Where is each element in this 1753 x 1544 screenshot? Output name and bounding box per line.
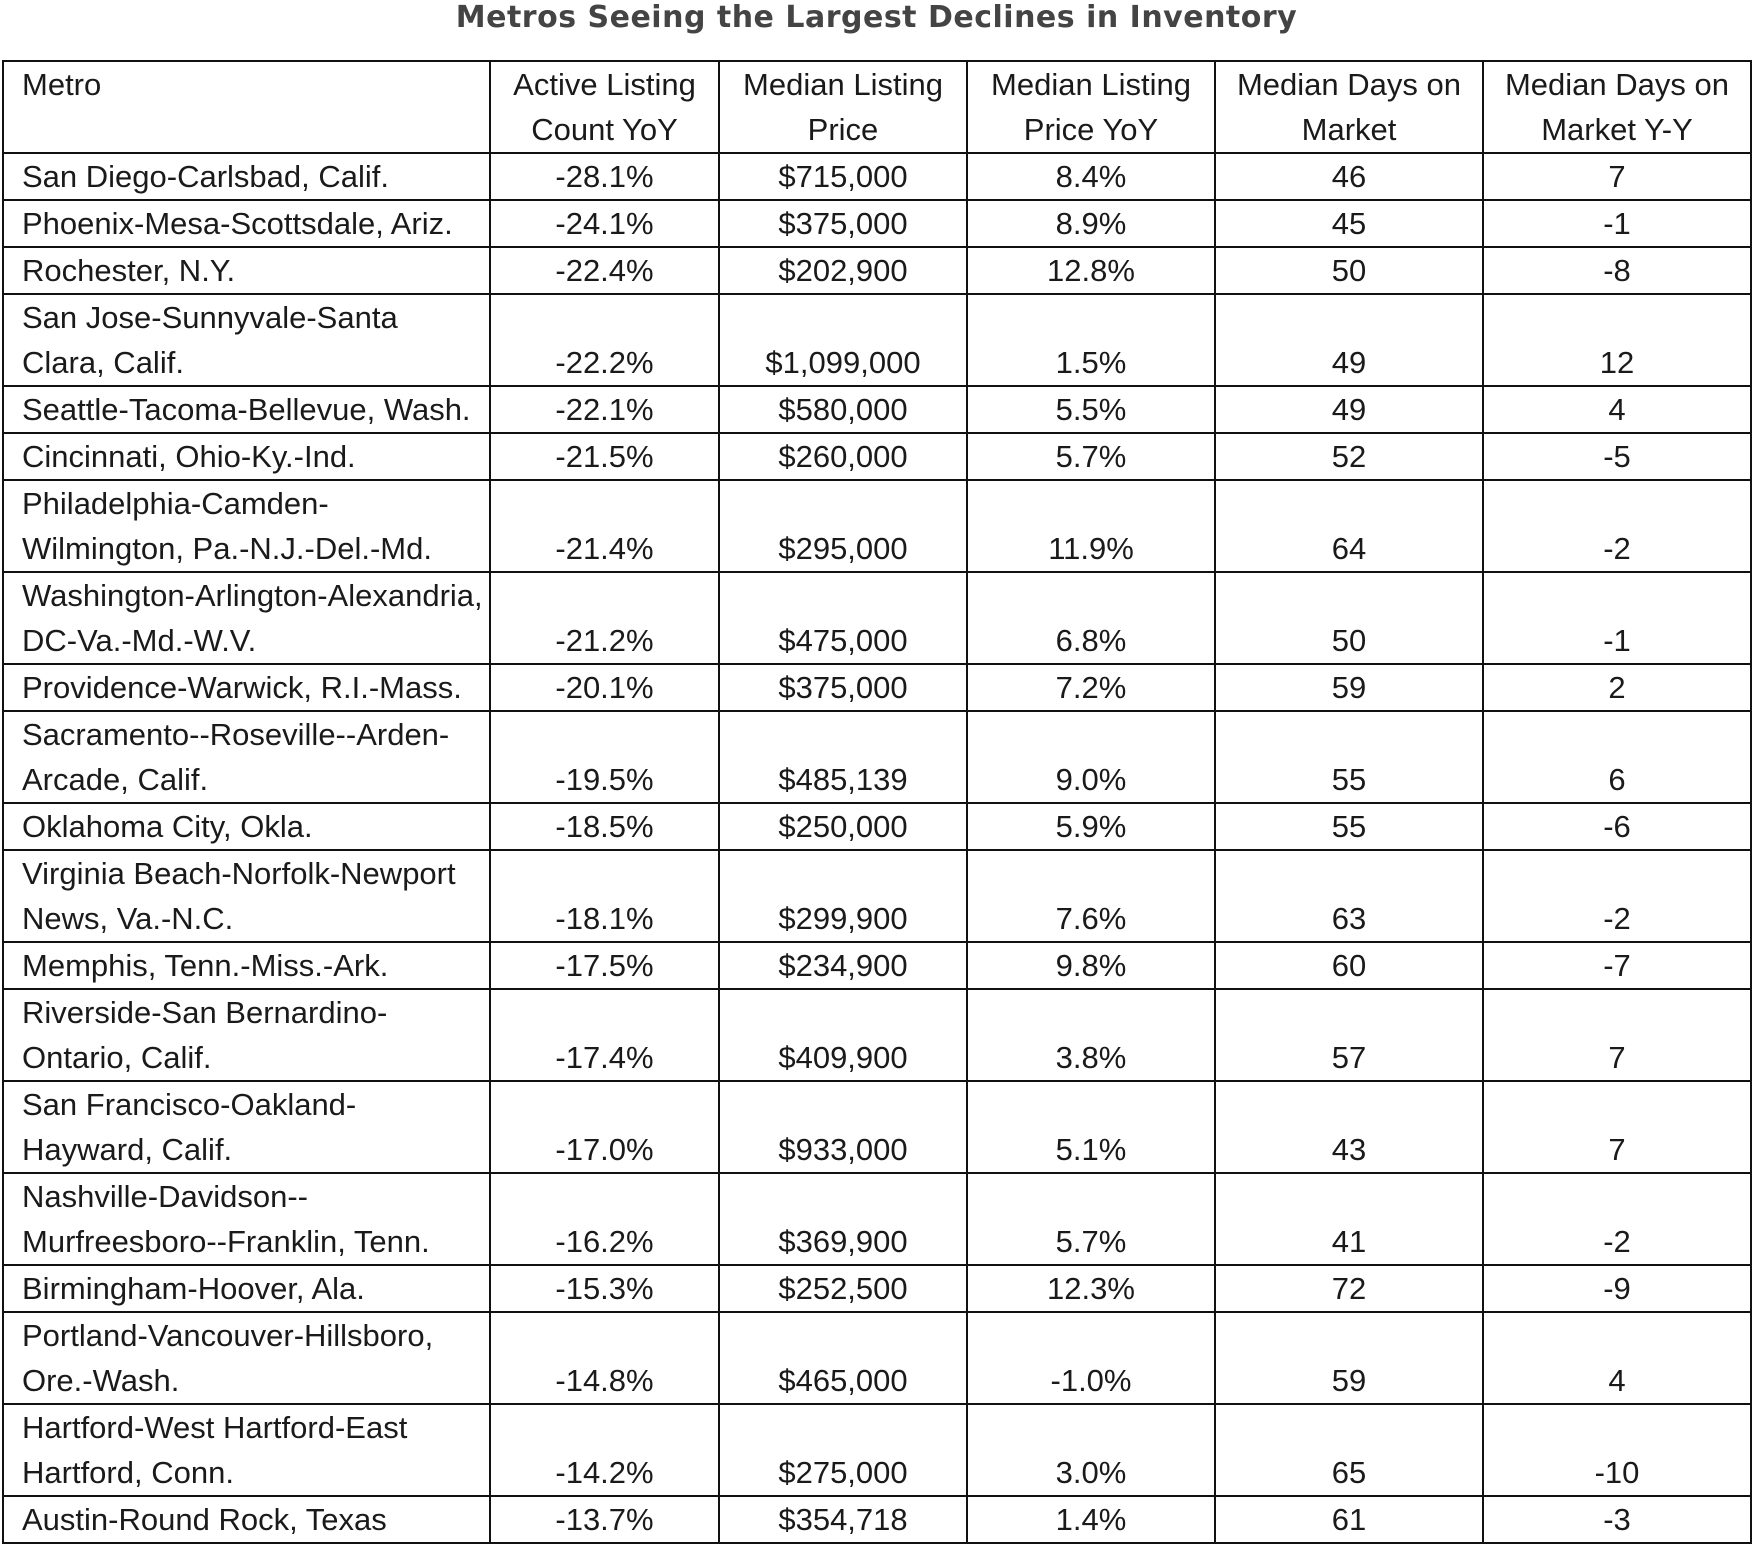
active-listing-count-yoy-cell: -28.1% (490, 153, 719, 200)
median-listing-price-cell: $234,900 (719, 942, 967, 989)
metro-cell: Nashville-Davidson--Murfreesboro--Franklin, Tenn. (3, 1173, 490, 1265)
metro-cell: Memphis, Tenn.-Miss.-Ark. (3, 942, 490, 989)
column-header-median-days-on-market-yy: Median Days on Market Y-Y (1483, 61, 1751, 153)
median-days-on-market-cell: 63 (1215, 850, 1483, 942)
median-listing-price-yoy-cell: 7.2% (967, 664, 1215, 711)
median-listing-price-cell: $275,000 (719, 1404, 967, 1496)
median-days-on-market-yy-cell: -10 (1483, 1404, 1751, 1496)
column-header-median-listing-price-yoy: Median Listing Price YoY (967, 61, 1215, 153)
metro-cell: Austin-Round Rock, Texas (3, 1496, 490, 1543)
median-days-on-market-cell: 45 (1215, 200, 1483, 247)
median-days-on-market-yy-cell: 7 (1483, 153, 1751, 200)
median-listing-price-yoy-cell: 8.4% (967, 153, 1215, 200)
median-days-on-market-cell: 72 (1215, 1265, 1483, 1312)
median-days-on-market-cell: 57 (1215, 989, 1483, 1081)
metro-cell: San Francisco-Oakland-Hayward, Calif. (3, 1081, 490, 1173)
median-listing-price-cell: $1,099,000 (719, 294, 967, 386)
active-listing-count-yoy-cell: -21.4% (490, 480, 719, 572)
active-listing-count-yoy-cell: -22.2% (490, 294, 719, 386)
table-row (3, 664, 1751, 711)
active-listing-count-yoy-cell: -17.4% (490, 989, 719, 1081)
table-title: Metros Seeing the Largest Declines in Inventory (455, 0, 1298, 35)
median-days-on-market-yy-cell: -1 (1483, 572, 1751, 664)
table-body (3, 153, 1751, 1543)
median-listing-price-yoy-cell: 6.8% (967, 572, 1215, 664)
table-row (3, 1265, 1751, 1312)
median-listing-price-cell: $299,900 (719, 850, 967, 942)
metro-cell: Hartford-West Hartford-East Hartford, Conn. (3, 1404, 490, 1496)
median-days-on-market-yy-cell: -2 (1483, 1173, 1751, 1265)
median-listing-price-cell: $202,900 (719, 247, 967, 294)
median-listing-price-cell: $354,718 (719, 1496, 967, 1543)
median-listing-price-yoy-cell: 5.9% (967, 803, 1215, 850)
median-listing-price-cell: $485,139 (719, 711, 967, 803)
median-listing-price-cell: $475,000 (719, 572, 967, 664)
table-row (3, 803, 1751, 850)
median-days-on-market-cell: 43 (1215, 1081, 1483, 1173)
metro-cell: San Jose-Sunnyvale-Santa Clara, Calif. (3, 294, 490, 386)
median-days-on-market-cell: 49 (1215, 386, 1483, 433)
median-listing-price-cell: $715,000 (719, 153, 967, 200)
median-days-on-market-cell: 59 (1215, 1312, 1483, 1404)
median-days-on-market-yy-cell: -3 (1483, 1496, 1751, 1543)
active-listing-count-yoy-cell: -17.5% (490, 942, 719, 989)
median-days-on-market-yy-cell: 2 (1483, 664, 1751, 711)
median-listing-price-cell: $375,000 (719, 664, 967, 711)
median-days-on-market-yy-cell: -9 (1483, 1265, 1751, 1312)
metro-cell: Sacramento--Roseville--Arden-Arcade, Calif. (3, 711, 490, 803)
median-days-on-market-yy-cell: 12 (1483, 294, 1751, 386)
active-listing-count-yoy-cell: -14.2% (490, 1404, 719, 1496)
median-listing-price-cell: $409,900 (719, 989, 967, 1081)
active-listing-count-yoy-cell: -18.1% (490, 850, 719, 942)
column-header-metro: Metro (3, 61, 490, 153)
metro-cell: Birmingham-Hoover, Ala. (3, 1265, 490, 1312)
metro-cell: Cincinnati, Ohio-Ky.-Ind. (3, 433, 490, 480)
metro-cell: Seattle-Tacoma-Bellevue, Wash. (3, 386, 490, 433)
table-row (3, 572, 1751, 664)
median-listing-price-yoy-cell: 9.8% (967, 942, 1215, 989)
median-days-on-market-yy-cell: -8 (1483, 247, 1751, 294)
median-listing-price-yoy-cell: -1.0% (967, 1312, 1215, 1404)
column-header-median-listing-price: Median Listing Price (719, 61, 967, 153)
metro-cell: Riverside-San Bernardino-Ontario, Calif. (3, 989, 490, 1081)
median-listing-price-yoy-cell: 5.7% (967, 1173, 1215, 1265)
active-listing-count-yoy-cell: -21.2% (490, 572, 719, 664)
median-days-on-market-cell: 55 (1215, 803, 1483, 850)
median-days-on-market-yy-cell: -6 (1483, 803, 1751, 850)
table-row (3, 1404, 1751, 1496)
metro-cell: Philadelphia-Camden-Wilmington, Pa.-N.J.-Del.-Md. (3, 480, 490, 572)
table-row (3, 1496, 1751, 1543)
median-listing-price-yoy-cell: 12.3% (967, 1265, 1215, 1312)
median-listing-price-cell: $252,500 (719, 1265, 967, 1312)
inventory-table (2, 60, 1752, 1544)
table-row (3, 942, 1751, 989)
active-listing-count-yoy-cell: -18.5% (490, 803, 719, 850)
median-days-on-market-yy-cell: 7 (1483, 989, 1751, 1081)
median-days-on-market-cell: 61 (1215, 1496, 1483, 1543)
metro-cell: Rochester, N.Y. (3, 247, 490, 294)
median-listing-price-cell: $250,000 (719, 803, 967, 850)
active-listing-count-yoy-cell: -16.2% (490, 1173, 719, 1265)
metro-cell: Virginia Beach-Norfolk-Newport News, Va.-N.C. (3, 850, 490, 942)
median-listing-price-yoy-cell: 5.5% (967, 386, 1215, 433)
median-days-on-market-cell: 50 (1215, 247, 1483, 294)
median-listing-price-yoy-cell: 8.9% (967, 200, 1215, 247)
median-listing-price-cell: $375,000 (719, 200, 967, 247)
active-listing-count-yoy-cell: -17.0% (490, 1081, 719, 1173)
table-row (3, 989, 1751, 1081)
median-listing-price-yoy-cell: 9.0% (967, 711, 1215, 803)
table-row (3, 247, 1751, 294)
table-row (3, 1173, 1751, 1265)
active-listing-count-yoy-cell: -13.7% (490, 1496, 719, 1543)
table-row (3, 433, 1751, 480)
active-listing-count-yoy-cell: -22.1% (490, 386, 719, 433)
active-listing-count-yoy-cell: -20.1% (490, 664, 719, 711)
median-days-on-market-cell: 50 (1215, 572, 1483, 664)
median-listing-price-yoy-cell: 12.8% (967, 247, 1215, 294)
column-header-median-days-on-market: Median Days on Market (1215, 61, 1483, 153)
median-listing-price-yoy-cell: 3.0% (967, 1404, 1215, 1496)
median-listing-price-cell: $933,000 (719, 1081, 967, 1173)
median-days-on-market-cell: 52 (1215, 433, 1483, 480)
metro-cell: Phoenix-Mesa-Scottsdale, Ariz. (3, 200, 490, 247)
median-days-on-market-yy-cell: -5 (1483, 433, 1751, 480)
metro-cell: Providence-Warwick, R.I.-Mass. (3, 664, 490, 711)
median-days-on-market-cell: 64 (1215, 480, 1483, 572)
median-days-on-market-yy-cell: -2 (1483, 850, 1751, 942)
median-days-on-market-cell: 60 (1215, 942, 1483, 989)
median-days-on-market-cell: 55 (1215, 711, 1483, 803)
median-listing-price-yoy-cell: 1.4% (967, 1496, 1215, 1543)
median-days-on-market-yy-cell: -7 (1483, 942, 1751, 989)
median-listing-price-cell: $295,000 (719, 480, 967, 572)
median-days-on-market-yy-cell: 7 (1483, 1081, 1751, 1173)
median-days-on-market-cell: 49 (1215, 294, 1483, 386)
table-row (3, 200, 1751, 247)
table-row (3, 294, 1751, 386)
median-listing-price-yoy-cell: 1.5% (967, 294, 1215, 386)
median-listing-price-yoy-cell: 5.1% (967, 1081, 1215, 1173)
active-listing-count-yoy-cell: -14.8% (490, 1312, 719, 1404)
table-row (3, 850, 1751, 942)
median-days-on-market-yy-cell: 4 (1483, 386, 1751, 433)
table-row (3, 153, 1751, 200)
metro-cell: San Diego-Carlsbad, Calif. (3, 153, 490, 200)
median-listing-price-yoy-cell: 11.9% (967, 480, 1215, 572)
median-days-on-market-cell: 59 (1215, 664, 1483, 711)
active-listing-count-yoy-cell: -21.5% (490, 433, 719, 480)
metro-cell: Portland-Vancouver-Hillsboro, Ore.-Wash. (3, 1312, 490, 1404)
median-days-on-market-yy-cell: -2 (1483, 480, 1751, 572)
median-listing-price-cell: $465,000 (719, 1312, 967, 1404)
table-row (3, 386, 1751, 433)
median-listing-price-yoy-cell: 5.7% (967, 433, 1215, 480)
table-row (3, 1081, 1751, 1173)
table-row (3, 711, 1751, 803)
table-row (3, 480, 1751, 572)
median-listing-price-cell: $369,900 (719, 1173, 967, 1265)
median-days-on-market-cell: 46 (1215, 153, 1483, 200)
header-row (3, 61, 1751, 153)
median-days-on-market-cell: 41 (1215, 1173, 1483, 1265)
active-listing-count-yoy-cell: -19.5% (490, 711, 719, 803)
column-header-active-listing-count-yoy: Active Listing Count YoY (490, 61, 719, 153)
median-days-on-market-cell: 65 (1215, 1404, 1483, 1496)
median-days-on-market-yy-cell: 6 (1483, 711, 1751, 803)
active-listing-count-yoy-cell: -22.4% (490, 247, 719, 294)
metro-cell: Washington-Arlington-Alexandria, DC-Va.-Md.-W.V. (3, 572, 490, 664)
table-row (3, 1312, 1751, 1404)
median-listing-price-cell: $260,000 (719, 433, 967, 480)
metro-cell: Oklahoma City, Okla. (3, 803, 490, 850)
median-listing-price-yoy-cell: 7.6% (967, 850, 1215, 942)
median-days-on-market-yy-cell: 4 (1483, 1312, 1751, 1404)
active-listing-count-yoy-cell: -24.1% (490, 200, 719, 247)
median-days-on-market-yy-cell: -1 (1483, 200, 1751, 247)
active-listing-count-yoy-cell: -15.3% (490, 1265, 719, 1312)
median-listing-price-yoy-cell: 3.8% (967, 989, 1215, 1081)
median-listing-price-cell: $580,000 (719, 386, 967, 433)
